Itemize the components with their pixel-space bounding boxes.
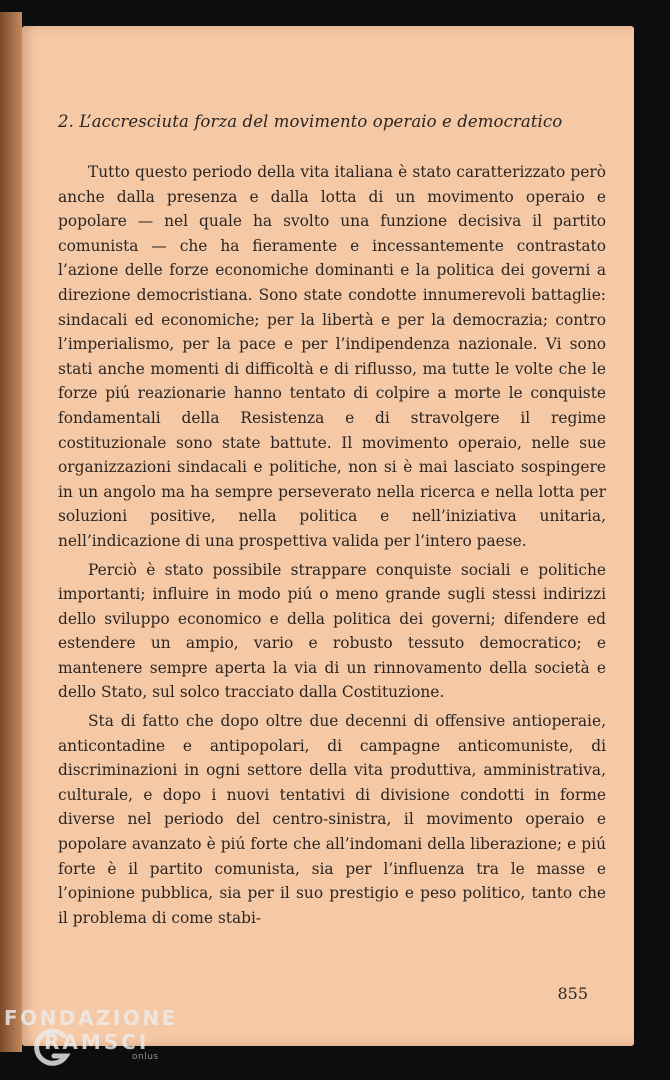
paragraph-3: Sta di fatto che dopo oltre due decenni di offensive antioperaie, anticontadine e antipopolari, di campagne anticomuniste, di discriminazioni in ogni settore della vita produttiva, amministrativa, culturale, e dopo i nuovi tentativi di divisione condotti in forme diverse nel periodo del centro-sinistra, il movimento operaio e popolare avanzato è piú forte che all’indomani della liberazione; e piú forte è il partito comunista, sia per l’influenza tra le masse e l’opinione pubblica, sia per il suo prestigio e peso politico, tanto che il problema di come stabi-	[58, 712, 606, 927]
paragraph-1: Tutto questo periodo della vita italiana è stato caratterizzato però anche dalla presenza e dalla lotta di un movimento operaio e popolare — nel quale ha svolto una funzione decisiva il partito comunista — che ha fieramente e incessantemente contrastato l’azione delle forze economiche dominanti e la politica dei governi a direzione democristiana. Sono state condotte innumerevoli battaglie: sindacali ed economiche; per la libertà e per la democrazia; contro l’imperialismo, per la pace e per l’indipendenza nazionale. Vi sono stati anche momenti di difficoltà e di riflusso, ma tutte le volte che le forze piú reazionarie hanno tentato di colpire a morte le conquiste fondamentali della Resistenza e di stravolgere il regime costituzionale sono state battute. Il movimento operaio, nelle sue organizzazioni sindacali e politiche, non si è mai lasciato sospingere in un angolo ma ha sempre perseverato nella ricerca e nella lotta per soluzioni positive, nella politica e nell’iniziativa unitaria, nell’indicazione di una prospettiva valida per l’intero paese.	[58, 163, 606, 550]
watermark-suffix: onlus	[132, 1052, 159, 1062]
page-left-edge	[0, 12, 22, 1052]
watermark-line-2: RAMSCI	[44, 1030, 150, 1054]
body-text	[58, 160, 606, 934]
watermark-logo	[4, 1006, 204, 1076]
paragraph-2: Perciò è stato possibile strappare conquiste sociali e politiche importanti; influire in modo piú o meno grande sugli stessi indirizzi dello sviluppo economico e della politica dei governi; difendere ed estendere un ampio, vario e robusto tessuto democratico; e mantenere sempre aperta la via di un rinnovamento della società e dello Stato, sul solco tracciato dalla Costituzione.	[58, 560, 606, 702]
page-number: 855	[557, 984, 588, 1003]
section-heading: 2. L’accresciuta forza del movimento operaio e democratico	[58, 112, 563, 131]
watermark-line-1: FONDAZIONE	[4, 1006, 178, 1030]
book-page	[22, 26, 634, 1046]
